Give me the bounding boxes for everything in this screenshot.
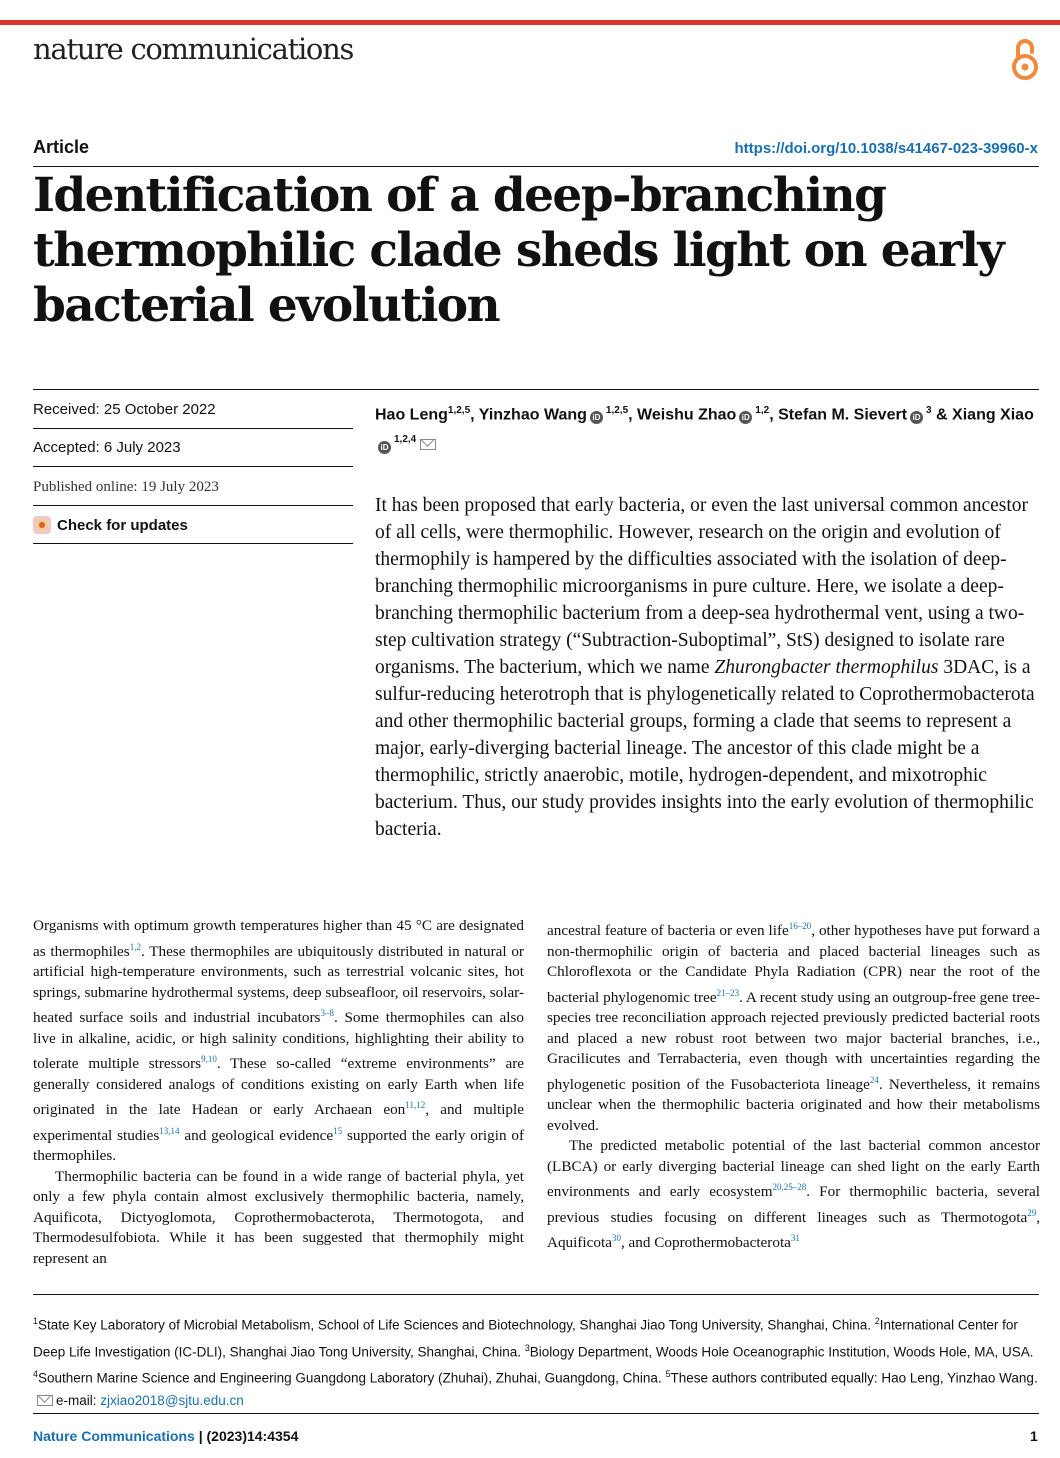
meta-rule (33, 466, 353, 467)
citation-ref[interactable]: 21–23 (716, 987, 740, 998)
affiliation-number: 5 (665, 1369, 671, 1379)
orcid-icon[interactable]: iD (739, 411, 752, 424)
author-name[interactable]: Hao Leng (375, 406, 448, 424)
accepted-date: Accepted: 6 July 2023 (33, 439, 181, 456)
species-name: Zhurongbacter thermophilus (714, 657, 939, 678)
author-name[interactable]: Stefan M. Sievert (778, 406, 908, 424)
body-paragraph: The predicted metabolic potential of the last bacterial common ancestor (LBCA) or early diverging bacterial lineage can shed light on the early Earth environments and early ecosystem$^{20,25-28}$. For thermophilic bacteria, several previous studies focusing on different lineages such as Thermotogota$^{29}$, Aquificota$^{30}$, and Coprothermobacterota$^{31}$ (547, 1137, 1041, 1252)
check-for-updates-button[interactable] (33, 516, 188, 534)
footer-divider (33, 1413, 1039, 1414)
affiliations-footnote: $^1$State Key Laboratory of Microbial Metabolism, School of Life Sciences and Biotechnology, Shanghai Jiao Tong University, Shanghai, China. $^2$International Center for Deep Life Investigation (IC-DLI), Shanghai Jiao Tong University, Shanghai, China. $^3$Biology Department, Woods Hole Oceanographic Institution, Woods Hole, MA, USA. $^4$Southern Marine Science and Engineering Guangdong Laboratory (Zhuhai), Zhuhai, Guangdong, China. $^5$These authors contributed equally: Hao Leng, Yinzhao Wang. e-mail: zjxiao2018@sjtu.edu.cn (33, 1316, 1038, 1408)
citation-ref[interactable]: 24 (869, 1074, 879, 1085)
meta-divider (33, 389, 1039, 390)
footer-journal[interactable]: Nature Communications (33, 1428, 195, 1444)
author-affiliation: 1,2,5 (605, 405, 629, 416)
top-accent-bar (0, 20, 1060, 25)
citation-ref[interactable]: 1,2 (129, 941, 141, 952)
citation-ref[interactable]: 13,14 (159, 1125, 180, 1136)
affiliation-number: 3 (524, 1342, 530, 1353)
author-name[interactable]: Yinzhao Wang (478, 406, 587, 424)
author-name[interactable]: Weishu Zhao (637, 406, 737, 424)
published-date: Published online: 19 July 2023 (33, 479, 219, 495)
citation-ref[interactable]: 15 (333, 1125, 343, 1136)
page-number: 1 (1030, 1428, 1038, 1444)
author-affiliation: 1,2 (755, 405, 770, 416)
citation-ref[interactable]: 30 (611, 1233, 621, 1244)
email-icon (37, 1395, 53, 1406)
doi-link[interactable]: https://doi.org/10.1038/s41467-023-39960-x (734, 140, 1038, 157)
footer-volume: | (2023)14:4354 (194, 1428, 299, 1444)
body-paragraph: Thermophilic bacteria can be found in a wide range of bacterial phyla, yet only a few phyla contain almost exclusively thermophilic bacteria, namely, Aquificota, Dictyoglomota, Coprothermobacterota, Thermotogota, and Thermodesulfobiota. While it has been suggested that thermophily might represent an (33, 1167, 524, 1267)
citation-ref[interactable]: 11,12 (405, 1100, 426, 1111)
check-updates-label: Check for updates (57, 516, 188, 534)
email-label: e-mail: (56, 1392, 101, 1408)
email-link[interactable]: zjxiao2018@sjtu.edu.cn (100, 1392, 244, 1408)
citation-ref[interactable]: 9,10 (201, 1054, 217, 1065)
body-column-right (547, 916, 1040, 1254)
article-type-label: Article (33, 137, 90, 157)
author-name[interactable]: Xiang Xiao (952, 406, 1034, 424)
meta-rule (33, 505, 353, 506)
journal-name: nature communications (33, 32, 354, 66)
meta-rule (33, 428, 353, 429)
body-paragraph: ancestral feature of bacteria or even life$^{16-20}$, other hypotheses have put forward a non-thermophilic origin of bacteria and placed bacterial lineages such as Chloroflexota or the Candidate Phyla Radiation (CPR) near the root of the bacterial phylogenomic tree$^{21-23}$. A recent study using an outgroup-free gene tree-species tree reconciliation approach rejected previously predicted bacterial roots and placed a new robust root between two major bacterial branches, i.e., Gracilicutes and Terrabacteria, even though with uncertainties regarding the phylogenetic position of the Fusobacteriota lineage$^{24}$. Nevertheless, it remains unclear when the thermophilic bacteria originated and how their metabolisms evolved. (547, 921, 1041, 1134)
footer-citation (33, 1428, 298, 1444)
body-paragraph: Organisms with optimum growth temperatures higher than 45 °C are designated as thermophiles$^{1,2}$. These thermophiles are ubiquitously distributed in natural or artificial high-temperature environments, such as terrestrial volcanic sites, hot springs, submarine hydrothermal systems, deep subseafloor, oil reservoirs, solar-heated surface soils and industrial incubators$^{3-8}$. Some thermophiles can also live in alkaline, acidic, or high salinity conditions, highlighting their ability to tolerate multiple stressors$^{9,10}$. These so-called “extreme environments” are generally considered analogs of conditions existing on early Earth when life originated in the late Hadean or early Archaean eon$^{11,12}$, and multiple experimental studies$^{13,14}$ and geological evidence$^{15}$ supported the early origin of thermophiles. (33, 917, 525, 1165)
body-column-left (33, 916, 524, 1269)
author-affiliation: 1,2,5 (447, 405, 471, 416)
affiliation-number: 2 (874, 1316, 880, 1326)
citation-ref[interactable]: 20,25–28 (772, 1182, 807, 1193)
affiliation-number: 1 (33, 1316, 39, 1326)
orcid-icon[interactable]: iD (910, 411, 923, 424)
orcid-icon[interactable]: iD (378, 441, 391, 454)
check-updates-icon (33, 516, 51, 534)
citation-ref[interactable]: 31 (790, 1233, 800, 1244)
author-affiliation: 1,2,4 (394, 434, 417, 446)
author-affiliation: 3 (926, 405, 932, 416)
abstract-text: 3DAC, is a sulfur-reducing heterotroph that is phylogenetically related to Coprothermobacterota and other thermophilic bacterial groups, forming a clade that seems to represent a major, early-diverging bacterial lineage. The ancestor of this clade might be a thermophilic, strictly anaerobic, motile, hydrogen-dependent, and mixotrophic bacterium. Thus, our study provides insights into the early evolution of thermophilic bacteria. (375, 657, 1035, 840)
citation-ref[interactable]: 16–20 (788, 921, 812, 931)
abstract (375, 492, 1041, 843)
author-list: Hao Leng$^{1,2,5}$, Yinzhao Wang iD$^{1,2,5}$, Weishu Zhao iD$^{1,2}$, Stefan M. Sievert $iD^3$ & Xiang XiaoiD$^{1,2,4}$ (375, 405, 1034, 452)
meta-rule (33, 543, 353, 544)
orcid-icon[interactable]: iD (590, 411, 603, 424)
affiliation-number: 4 (33, 1369, 39, 1379)
citation-ref[interactable]: 3–8 (320, 1008, 334, 1019)
header-divider (33, 166, 1039, 167)
email-icon[interactable] (420, 439, 436, 450)
received-date: Received: 25 October 2022 (33, 401, 216, 418)
open-access-lock-icon (1008, 36, 1042, 82)
citation-ref[interactable]: 29 (1027, 1207, 1037, 1218)
footnote-divider (33, 1294, 1039, 1295)
abstract-text: It has been proposed that early bacteria, or even the last universal common ancestor of all cells, were thermophilic. However, research on the origin and evolution of thermophily is hampered by the difficulties associated with the isolation of deep-branching thermophilic microorganisms in pure culture. Here, we isolate a deep-branching thermophilic bacterium from a deep-sea hydrothermal vent, using a two-step cultivation strategy (“Subtraction-Suboptimal”, StS) designed to isolate rare organisms. The bacterium, which we name (375, 495, 1029, 678)
article-title: Identification of a deep-branching thermophilic clade sheds light on early bacterial evolution (33, 168, 1004, 333)
